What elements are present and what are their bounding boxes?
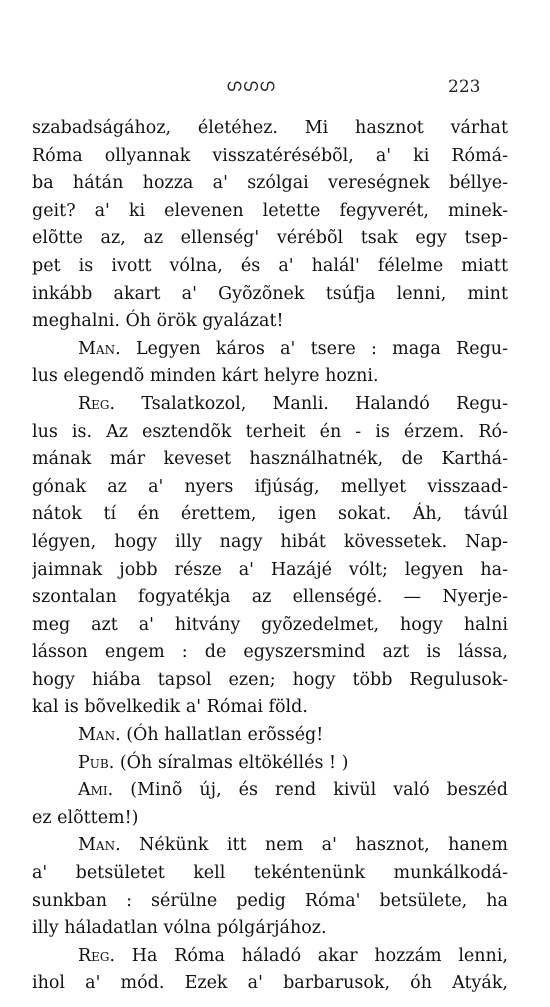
dialogue-line [32, 943, 508, 971]
line-text: meg azt a' hitvány gyõzedelmet, hogy halni [32, 614, 508, 635]
line-text: jaimnak jobb része a' Hazájé vólt; legyen ha- [32, 559, 508, 580]
text-line [32, 860, 508, 888]
speaker-name: Man. [78, 338, 121, 359]
line-text: kal is bõvelkedik a' Római föld. [32, 697, 308, 718]
speaker-name: Reg. [78, 945, 116, 966]
text-line [32, 115, 508, 143]
line-text: szontalan fogyatékja az ellenségé. — Nyerje- [32, 587, 508, 608]
line-text: Ha Róma háladó akar hozzám lenni, [131, 945, 508, 966]
text-line [32, 557, 508, 585]
line-text: légyen, hogy illy nagy hibát kövessetek. Nap- [32, 531, 508, 552]
line-text: ez elõttem!) [32, 807, 139, 828]
text-line [32, 501, 508, 529]
text-line [32, 253, 508, 281]
text-line [32, 915, 508, 943]
line-text: lásson engem : de egyszersmind azt is lássa, [32, 642, 508, 663]
text-line [32, 888, 508, 916]
text-line [32, 446, 508, 474]
dialogue-line [32, 391, 508, 419]
text-line [32, 419, 508, 447]
line-text: Tsalatkozol, Manli. Halandó Regu- [141, 393, 508, 414]
body-text [32, 115, 508, 998]
line-text: inkább akart a' Gyõzõnek tsúfja lenni, mint [32, 283, 508, 304]
page-number: 223 [448, 77, 481, 97]
speaker-name: Man. [78, 725, 121, 746]
speaker-name: Pub. [78, 752, 115, 773]
speaker-name: Ami. [78, 780, 114, 801]
text-line [32, 805, 508, 833]
line-text: geit? a' ki elevenen letette fegyverét, minek- [32, 200, 508, 221]
line-text: (Óh hallatlan erõsség! [126, 725, 324, 746]
text-line [32, 694, 508, 722]
text-line [32, 584, 508, 612]
text-line [32, 198, 508, 226]
line-text: szabadságához, életéhez. Mi hasznot várhat [32, 118, 508, 138]
dialogue-line [32, 722, 508, 750]
line-text: elõtte az, az ellenség' vérébõl tsak egy tsep- [32, 228, 508, 249]
line-text: sunkban : sérülne pedig Róma' betsülete, ha [32, 890, 508, 911]
text-line [32, 363, 508, 391]
text-line [32, 639, 508, 667]
line-text: ba hátán hozza a' szólgai vereségnek béllye- [32, 173, 508, 194]
line-text: (Óh síralmas eltökéllés ! ) [119, 752, 349, 773]
dialogue-line [32, 832, 508, 860]
line-text: lus elegendõ minden kárt helyre hozni. [32, 366, 379, 387]
speaker-name: Reg. [78, 393, 116, 414]
line-text: illy háladatlan vólna pólgárjához. [32, 918, 327, 939]
line-text: gónak az a' nyers ifjúság, mellyet visszaad- [32, 476, 508, 497]
line-text: a' betsületet kell tekéntenünk munkálkodá- [32, 863, 508, 884]
speaker-name: Man. [78, 835, 121, 856]
text-line [32, 970, 508, 998]
line-text: Legyen káros a' tsere : maga Regu- [135, 338, 508, 359]
line-text: nátok tí én érettem, igen sokat. Áh, távúl [32, 504, 508, 525]
text-line [32, 281, 508, 309]
line-text: Nékünk itt nem a' hasznot, hanem [139, 835, 508, 856]
text-line [32, 170, 508, 198]
dialogue-line [32, 336, 508, 364]
line-text: lus is. Az esztendõk terheit én - is érzem. Ró- [32, 421, 508, 442]
line-text: hogy hiába tapsol ezen; hogy több Regulusok- [32, 669, 508, 690]
dialogue-line [32, 777, 508, 805]
text-line [32, 474, 508, 502]
text-line [32, 143, 508, 171]
line-text: (Minõ új, és rend kivül való beszéd [130, 780, 508, 801]
text-line [32, 225, 508, 253]
text-line [32, 612, 508, 640]
line-text: mának már keveset használhatnék, de Karthá- [32, 449, 508, 470]
line-text: pet is ivott vólna, és a' halál' félelme miatt [32, 255, 508, 276]
line-text: Róma ollyannak visszatérésébõl, a' ki Rómá- [32, 145, 508, 166]
text-line [32, 667, 508, 695]
text-line [32, 308, 508, 336]
text-line [32, 529, 508, 557]
line-text: meghalni. Óh örök gyalázat! [32, 311, 284, 332]
header-ornament: ഗഗഗ [226, 76, 276, 96]
dialogue-line [32, 750, 508, 778]
line-text: ihol a' mód. Ezek a' barbarusok, óh Atyák, [32, 973, 508, 994]
